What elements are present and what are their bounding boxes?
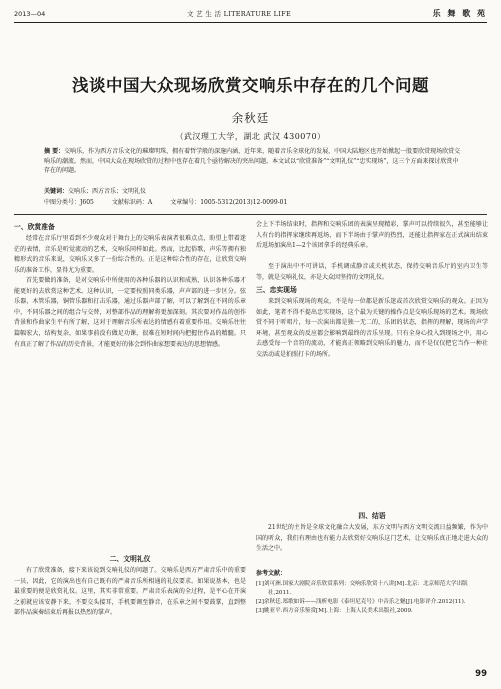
divider — [14, 214, 487, 215]
author-affiliation: （武汉理工大学，湖北 武汉 430070） — [175, 132, 326, 141]
section-heading: 三、忠实现场 — [256, 286, 297, 294]
keywords-text: 交响乐；西方音乐；文明礼仪 — [68, 188, 147, 195]
paragraph: 有了欣赏准备，接下来该说到交响礼仪的问题了。交响乐是西方严肃音乐中的重要一员，因此，它的演出也有自己既有的严肃音乐所相通的礼仪要求。如果说基本，也是最重要的便是欣赏礼仪。这里，其实非常重要。严肃音乐表演的全过程，是平心在开演之前就应该安静下来，不要交头接耳，手机要调至静音，在乐章之间不要鼓掌，直到整部作品演奏结束后再报以热烈的掌声。 — [14, 567, 246, 617]
document-code: 文献标识码：A — [111, 199, 153, 206]
section-heading: 四、结语 — [358, 512, 386, 520]
abstract-text: 交响乐，作为西方音乐文化的璀璨明珠，拥有着哲学般的深邃内涵，近年来，随着音乐全球化的发展，中国大陆地区也开始掀起一股要欣赏现场欣赏交响乐的潮流。然而，中国大众在现场欣赏的过程中也存在着几个亟待解决的突出问题。本文试以“欣赏准备”“文明礼仪”“忠实现场”，这三个方面来探讨欣赏中存在的问题。 — [44, 148, 461, 175]
clc-code: 中图分类号：J605 — [44, 199, 94, 206]
classification-line — [44, 198, 464, 208]
journal-name: 文 艺 生 活 LITERATURE LIFE — [186, 10, 291, 18]
paragraph: 首先要做的准备，是对交响乐中所使用的各种乐器的认识和成熟，认识各种乐器才能更好的去欣赏这种艺术。这种认识，一定要按照同类乐器，声声部的进一步区分。弦乐器，木管乐器，铜管乐器和打击乐器，通过乐器声部了解，可以了解到在不同的乐章中，不同乐器之间的组合与交替，对整部作品的理解将更加深刻。其次要对作品的创作背景和作曲家生平有所了解，这对于理解音乐所表达的情感有着重要作用。交响乐往往篇幅宏大，结构复杂，如果事前没有做足功课，很难在短时间内把握住作品的精髓。只有真正了解了作品的历史背景，才能更好的体会到作曲家想要表达的思想情感。 — [14, 277, 246, 348]
page-number: 99 — [475, 669, 487, 679]
paragraph: 21世纪的主旨是全球文化融合大发展，东方文明与西方文明交流日益频繁，作为中国的听众，我们有理由也有能力去欣赏好交响乐这门艺术，让交响乐真正地走进大众的生活之中。 — [256, 524, 488, 553]
article-author: 余秋廷 — [231, 111, 270, 125]
references-heading: 参考文献： — [256, 570, 287, 577]
paragraph: 至于演出中不可讲话，手机调成静音或关机状态，保持交响音乐厅的室内卫生等等，就是交响礼仪，亦是大众因坚持的文明礼仪。 — [256, 263, 488, 281]
article-number: 文章编号：1005-5312(2013)12-0099-01 — [170, 199, 288, 206]
issue-label: 2013—04 — [14, 9, 46, 18]
abstract — [44, 147, 464, 185]
section-heading: 二、文明礼仪 — [109, 555, 151, 563]
section-heading: 一、欣赏准备 — [14, 223, 55, 231]
paragraph: 来到交响乐现场的观众，不是每一位都是新乐迷或首次欣赏交响乐的观众。正因为如此，笔者不得不提出忠实现场，这个最为关键的操作点是交响乐现场的艺术。现场欣赏不同于听唱片，每一次演出都是独一无二的，乐团的状态，指挥的理解，现场的声学环境，甚至观众的反应都会影响到最终的音乐呈现。只有全身心投入到现场之中，用心去感受每一个音符的流动，才能真正领略到交响乐的魅力，而不是仅仅把它当作一种社交活动或是拍照打卡的场所。 — [256, 298, 488, 358]
right-column — [256, 220, 488, 678]
column-name: 乐 舞 歌 苑 — [432, 8, 487, 18]
keywords — [44, 187, 464, 197]
reference-item: [2]余秋廷.郑歌如诉——浅析电影《泰坦尼克号》中音乐之魅[J].电影评介.2012(11). — [256, 598, 466, 605]
article-title: 浅谈中国大众现场欣赏交响乐中存在的几个问题 — [72, 76, 429, 95]
reference-item: [3]姚亚平.西方音乐鉴赏[M].上海：上海人民美术出版社,2009. — [256, 607, 413, 614]
abstract-label: 摘 要： — [44, 148, 65, 155]
keywords-label: 关键词： — [44, 188, 69, 195]
paragraph: 经常在音乐厅里看到不少观众对于舞台上的交响乐表演者很难点点，盼望上带着迷茫的表情，音乐是听觉流动的艺术，交响乐同样如此。然而，比起俗歌，声乐等拥有独精形式的音乐来说，交响乐又多了一份综合性的。正是这种综合性的存在，让欣赏交响乐的准备工作，显得尤为重要。 — [14, 235, 246, 274]
reference-item: [1]刘可洲.国家大剧院音乐欣赏系列：交响乐欣赏十八讲[M].北京：北京师范大学出版社,2011. — [256, 580, 468, 596]
running-header — [14, 5, 487, 23]
left-column — [14, 220, 246, 678]
paragraph: 会上下半场结束时，指挥和交响乐团的表演呈现精彩，掌声可以持续很久，甚至能够让人有台的指挥家继续再返场，而下半场由于掌声的热烈，还能让指挥家在正式演出结束后返场加演出1—2个该团拿手的经典乐章。 — [256, 221, 488, 250]
